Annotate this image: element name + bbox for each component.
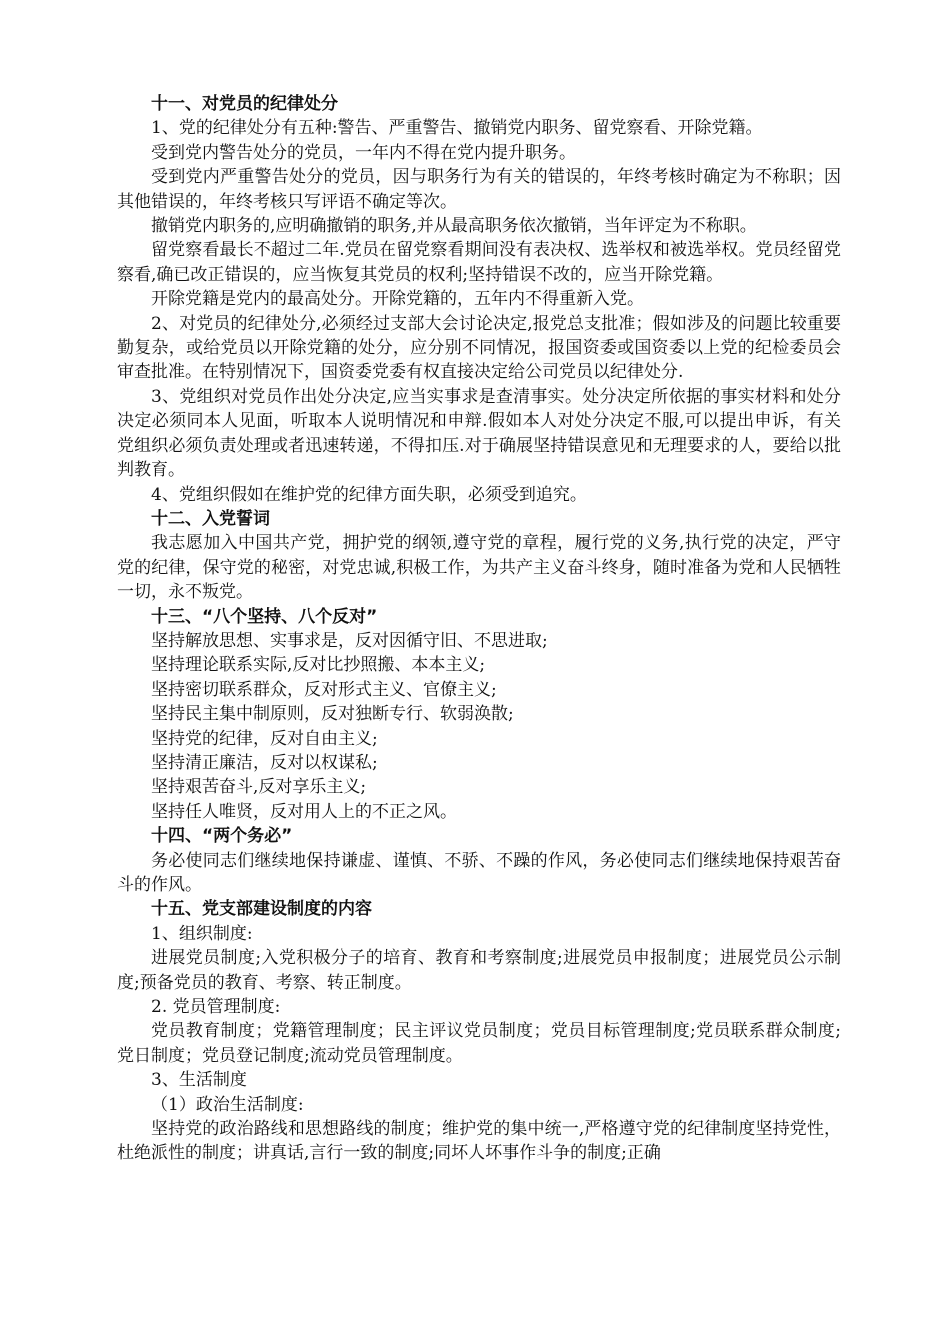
section-heading-discipline: 十一、对党员的纪律处分 (151, 94, 338, 114)
paragraph: 2. 党员管理制度: (151, 997, 281, 1018)
list-item: 坚持解放思想、实事求是，反对因循守旧、不思进取; (151, 630, 548, 651)
paragraph: 撤销党内职务的,应明确撤销的职务,并从最高职务依次撤销，当年评定为不称职。 (151, 216, 757, 237)
paragraph: 3、生活制度 (151, 1070, 247, 1091)
paragraph: 1、党的纪律处分有五种:警告、严重警告、撤销党内职务、留党察看、开除党籍。 (151, 118, 763, 139)
paragraph: 进展党员制度;入党积极分子的培育、教育和考察制度;进展党员申报制度；进展党员公示制度;预备党员的教育、考察、转正制度。 (117, 948, 841, 993)
paragraph: 受到党内严重警告处分的党员，因与职务行为有关的错误的，年终考核时确定为不称职；因其他错误的，年终考核只写评语不确定等次。 (117, 167, 841, 212)
list-item: 坚持密切联系群众，反对形式主义、官僚主义; (151, 679, 497, 700)
list-item: 坚持艰苦奋斗,反对享乐主义; (151, 777, 367, 798)
paragraph: 1、组织制度: (151, 923, 253, 944)
paragraph: 务必使同志们继续地保持谦虚、谨慎、不骄、不躁的作风，务必使同志们继续地保持艰苦奋斗的作风。 (117, 850, 841, 895)
list-item: 坚持党的纪律，反对自由主义; (151, 728, 378, 749)
paragraph: 坚持党的政治路线和思想路线的制度；维护党的集中统一,严格遵守党的纪律制度坚持党性，杜绝派性的制度；讲真话,言行一致的制度;同坏人坏事作斗争的制度;正确 (117, 1119, 841, 1164)
section-heading-oath: 十二、入党誓词 (151, 508, 270, 529)
paragraph: 3、党组织对党员作出处分决定,应当实事求是查清事实。处分决定所依据的事实材料和处分决定必须同本人见面，听取本人说明情况和申辩.假如本人对处分决定不服,可以提出申诉，有关党组织必须负责处理或者迅速转递，不得扣压.对于确展坚持错误意见和无理要求的人，要给以批判教育。 (117, 386, 841, 481)
paragraph: 我志愿加入中国共产党，拥护党的纲领,遵守党的章程，履行党的义务,执行党的决定，严守党的纪律，保守党的秘密，对党忠诚,积极工作，为共产主义奋斗终身，随时准备为党和人民牺牲一切，永不叛党。 (117, 533, 841, 603)
paragraph: 4、党组织假如在维护党的纪律方面失职，必须受到追究。 (151, 484, 587, 505)
list-item: 坚持任人唯贤，反对用人上的不正之风。 (151, 801, 457, 822)
list-item: 坚持理论联系实际,反对比抄照搬、本本主义; (151, 655, 486, 676)
paragraph: 党员教育制度；党籍管理制度；民主评议党员制度；党员目标管理制度;党员联系群众制度;党日制度；党员登记制度;流动党员管理制度。 (117, 1021, 841, 1066)
document-page (117, 92, 841, 1166)
paragraph: 2、对党员的纪律处分,必须经过支部大会讨论决定,报党总支批准；假如涉及的问题比较重要勤复杂，或给党员以开除党籍的处分，应分别不同情况，报国资委或国资委以上党的纪检委员会审查批准。在特别情况下，国资委党委有权直接决定给公司党员以纪律处分. (117, 313, 841, 383)
section-heading-two-musts: 十四、“两个务必” (151, 826, 293, 847)
section-heading-eight-principles: 十三、“八个坚持、八个反对” (151, 606, 378, 627)
paragraph: 留党察看最长不超过二年.党员在留党察看期间没有表决权、选举权和被选举权。党员经留党察看,确已改正错误的，应当恢复其党员的权利;坚持错误不改的，应当开除党籍。 (117, 240, 841, 285)
list-item: 坚持清正廉洁，反对以权谋私; (151, 752, 378, 773)
paragraph: 受到党内警告处分的党员，一年内不得在党内提升职务。 (151, 142, 576, 163)
paragraph: 开除党籍是党内的最高处分。开除党籍的，五年内不得重新入党。 (151, 289, 644, 310)
list-item: 坚持民主集中制原则，反对独断专行、软弱涣散; (151, 704, 514, 725)
paragraph: （1）政治生活制度: (151, 1094, 304, 1115)
section-heading-branch-system: 十五、党支部建设制度的内容 (151, 899, 372, 920)
